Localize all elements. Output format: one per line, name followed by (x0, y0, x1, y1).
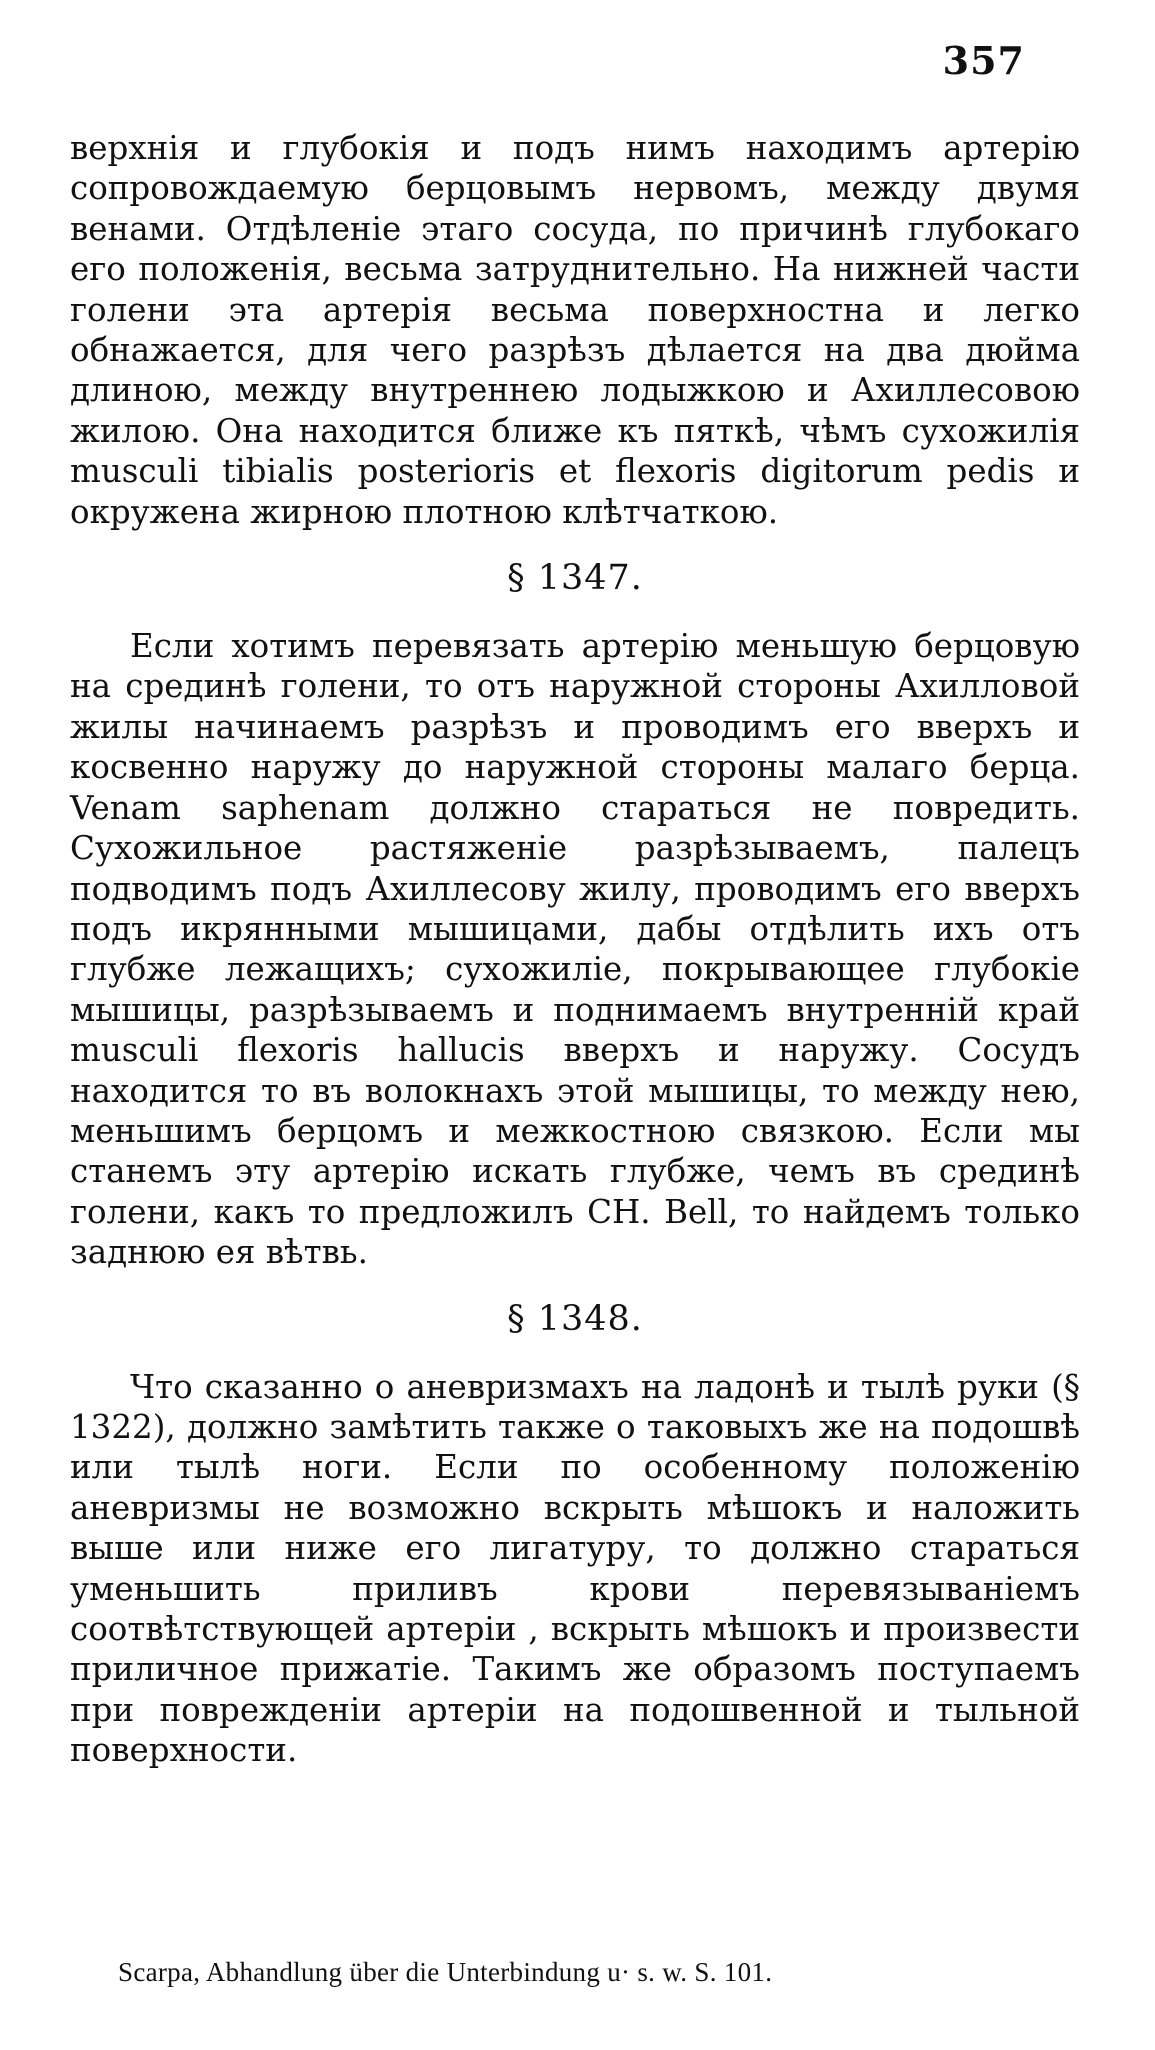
section-heading-1348: § 1348. (507, 1298, 643, 1339)
section-heading-1347: § 1347. (507, 558, 643, 599)
footnote: Scarpa, Abhandlung über die Unterbindung u· s. w. S. 101. (118, 1957, 773, 1987)
paragraph-1348: Что сказанно о аневризмахъ на ладонѣ и тылѣ руки (§ 1322), должно замѣтить также о таковыхъ же на подошвѣ или тылѣ ноги. Если по особенному положенію аневризмы не возможно вскрыть мѣшокъ и наложить выше или ниже его лигатуру, то должно стараться уменьшить приливъ крови перевязываніемъ соотвѣтствующей артеріи , вскрыть мѣшокъ и произвести приличное прижатіе. Такимъ же образомъ поступаемъ при поврежденіи артеріи на подошвенной и тыльной поверхности. (70, 1367, 1080, 1770)
page-number: 357 (942, 38, 1025, 83)
paragraph-continuation: верхнія и глубокія и подъ нимъ находимъ артерію сопровождаемую берцовымъ нервомъ, между двумя венами. Отдѣленіе этаго сосуда, по причинѣ глубокаго его положенія, весьма затруднительно. На нижней части голени эта артерія весьма поверхностна и легко обнажается, для чего разрѣзъ дѣлается на два дюйма длиною, между внутреннею лодыжкою и Ахиллесовою жилою. Она находится ближе къ пяткѣ, чѣмъ сухожилія musculi tibialis posterioris et flexoris digitorum pedis и окружена жирною плотною клѣтчаткою. (70, 129, 1080, 531)
paragraph-1347: Если хотимъ перевязать артерію меньшую берцовую на срединѣ голени, то отъ наружной стороны Ахилловой жилы начинаемъ разрѣзъ и проводимъ его вверхъ и косвенно наружу до наружной стороны малаго берца. Venam saphenam должно стараться не повредить. Сухожильное растяженіе разрѣзываемъ, палецъ подводимъ подъ Ахиллесову жилу, проводимъ его вверхъ подъ икрянными мышицами, дабы отдѣлить ихъ отъ глубже лежащихъ; сухожиліе, покрывающее глубокіе мышицы, разрѣзываемъ и поднимаемъ внутренній край musculi flexoris hallucis вверхъ и наружу. Сосудъ находится то въ волокнахъ этой мышицы, то между нею, меньшимъ берцомъ и межкостною связкою. Если мы станемъ эту артерію искать глубже, чемъ въ срединѣ голени, какъ то предложилъ CH. Bell, то найдемъ только заднюю ея вѣтвь. (70, 627, 1080, 1272)
body-text (70, 128, 1080, 1771)
